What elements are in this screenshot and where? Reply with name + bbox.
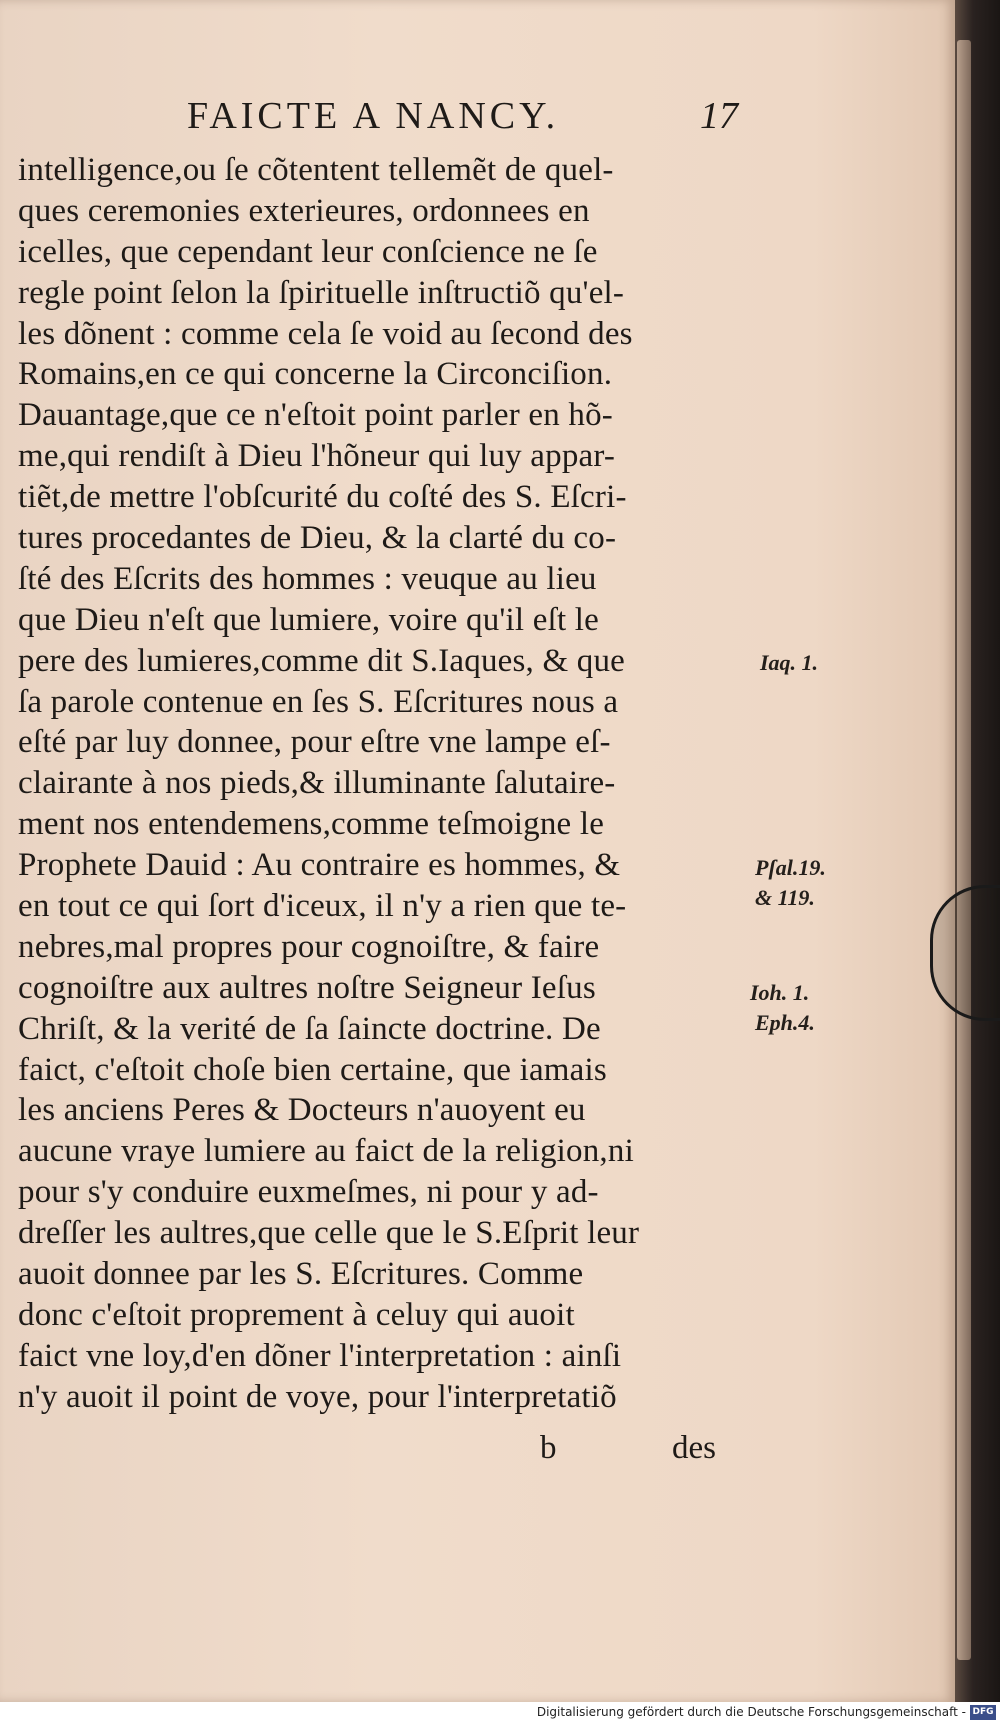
funding-credit: Digitalisierung gefördert durch die Deutsche Forschungsgemeinschaft -	[536, 1705, 966, 1719]
margin-note-ioh: Ioh. 1.	[750, 980, 810, 1005]
page-edge	[957, 40, 971, 1660]
text-line: dreſſer les aultres,que celle que le S.Eſprit leur	[18, 1215, 640, 1252]
margin-note-psal: Pſal.19.	[755, 855, 826, 880]
text-line: regle point ſelon la ſpirituelle inſtructiõ qu'el-	[18, 274, 625, 311]
text-line: donc c'eſtoit proprement à celuy qui auoit	[18, 1296, 575, 1333]
text-line: ment nos entendemens,comme teſmoigne le	[18, 806, 605, 843]
page-number: 17	[700, 95, 738, 137]
text-line: les dõnent : comme cela ſe void au ſecond des	[18, 315, 633, 352]
text-line: ques ceremonies exterieures, ordonnees en	[18, 192, 590, 229]
text-line: ſté des Eſcrits des hommes : veuque au lieu	[18, 560, 597, 597]
body-text	[18, 150, 748, 1418]
margin-note-iaq: Iaq. 1.	[760, 650, 819, 675]
text-line: eſté par luy donnee, pour eſtre vne lampe eſ-	[18, 724, 611, 761]
text-line: en tout ce qui ſort d'iceux, il n'y a rien que te-	[18, 888, 627, 925]
text-line: faict, c'eſtoit choſe bien certaine, que iamais	[18, 1051, 607, 1088]
book-spine	[955, 0, 1000, 1702]
text-line: clairante à nos pieds,& illuminante ſalutaire-	[18, 765, 616, 802]
margin-note-eph: Eph.4.	[755, 1010, 815, 1035]
text-line: auoit donnee par les S. Eſcritures. Comme	[18, 1256, 584, 1293]
text-line: que Dieu n'eſt que lumiere, voire qu'il eſt le	[18, 601, 599, 638]
text-line: aucune vraye lumiere au faict de la religion,ni	[18, 1133, 634, 1170]
text-line: faict vne loy,d'en dõner l'interpretation : ainſi	[18, 1337, 622, 1374]
text-line: pour s'y conduire euxmeſmes, ni pour y ad-	[18, 1174, 599, 1211]
text-line: pere des lumieres,comme dit S.Iaques, & que	[18, 642, 626, 679]
text-line: Chriſt, & la verité de ſa ſaincte doctrine. De	[18, 1010, 601, 1047]
page-header	[0, 94, 955, 144]
text-line: tures procedantes de Dieu, & la clarté du co-	[18, 520, 617, 557]
text-line: ſa parole contenue en ſes S. Eſcritures nous a	[18, 683, 619, 720]
running-head: FAICTE A NANCY.	[187, 95, 560, 137]
text-line: nebres,mal propres pour cognoiſtre, & faire	[18, 928, 600, 965]
dfg-logo: DFG	[970, 1705, 996, 1720]
text-line: icelles, que cependant leur conſcience ne ſe	[18, 233, 598, 270]
margin-note-psal-2: & 119.	[755, 885, 815, 910]
text-line: Prophete Dauid : Au contraire es hommes, &	[18, 847, 621, 884]
text-line: n'y auoit il point de voye, pour l'interpretatiõ	[18, 1378, 617, 1415]
text-line: Dauantage,que ce n'eſtoit point parler en hõ-	[18, 397, 613, 434]
catchword: des	[672, 1430, 716, 1466]
footer-bar	[0, 1702, 1000, 1725]
text-line: intelligence,ou ſe cõtentent tellemẽt de quel-	[18, 152, 614, 188]
text-line: les anciens Peres & Docteurs n'auoyent eu	[18, 1092, 586, 1129]
text-line: cognoiſtre aux aultres noſtre Seigneur Ieſus	[18, 969, 596, 1006]
text-line: tiẽt,de mettre l'obſcurité du coſté des S. Eſcri-	[18, 479, 627, 516]
text-line: Romains,en ce qui concerne la Circonciſion.	[18, 356, 613, 393]
signature-mark: b	[540, 1430, 557, 1466]
text-line: me,qui rendiſt à Dieu l'hõneur qui luy appar-	[18, 438, 616, 475]
